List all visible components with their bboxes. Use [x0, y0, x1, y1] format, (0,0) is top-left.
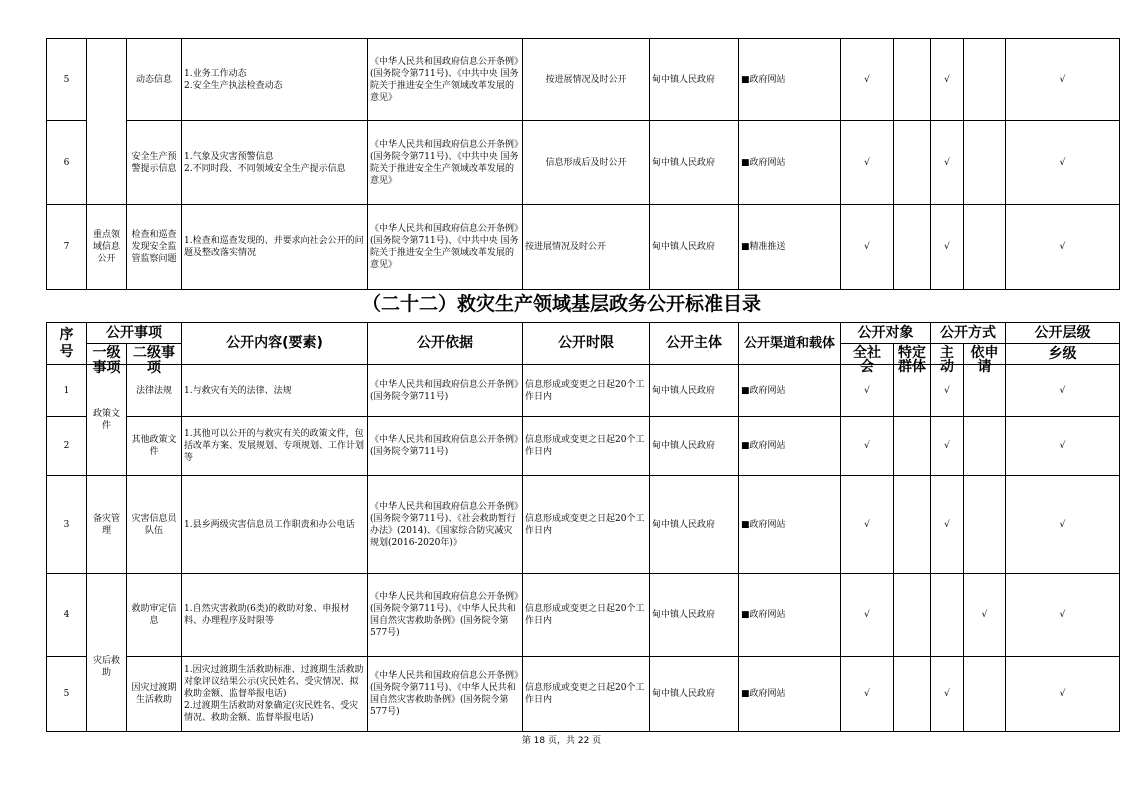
row-number: 5: [47, 657, 87, 732]
section-title: （二十二）救灾生产领域基层政务公开标准目录: [361, 293, 761, 315]
item-cell: 动态信息: [127, 39, 182, 121]
basis-cell: 《中华人民共和国政府信息公开条例》(国务院令第711号): [368, 365, 523, 417]
check-active: [931, 574, 964, 657]
row-number: 6: [47, 121, 87, 205]
check-public-specific: [894, 657, 931, 732]
item-cell: 救助审定信息: [127, 574, 182, 657]
table-row: [47, 205, 1120, 290]
check-active: √: [931, 476, 964, 574]
category-cell: 备灾管理: [87, 476, 127, 574]
previous-section-table: [46, 38, 1120, 290]
check-public-specific: [894, 121, 931, 205]
header-target: 公开对象: [841, 323, 931, 344]
check-level: √: [1006, 365, 1120, 417]
time-cell: 信息形成或变更之日起20个工作日内: [523, 657, 650, 732]
header-level-town: 乡级: [1006, 344, 1120, 365]
time-cell: 信息形成或变更之日起20个工作日内: [523, 417, 650, 476]
category-cell: 灾后救助: [87, 574, 127, 732]
header-level1: 一级事项: [87, 344, 127, 365]
check-active: √: [931, 417, 964, 476]
check-level: √: [1006, 657, 1120, 732]
time-cell: 信息形成或变更之日起20个工作日内: [523, 476, 650, 574]
table-row: [47, 657, 1120, 732]
check-public-specific: [894, 476, 931, 574]
check-level: √: [1006, 39, 1120, 121]
item-cell: 法律法规: [127, 365, 182, 417]
subject-cell: 甸中镇人民政府: [650, 205, 739, 290]
header-method-active: 主动: [931, 344, 964, 365]
channel-cell: ■政府网站: [739, 365, 841, 417]
time-cell: 信息形成后及时公开: [523, 121, 650, 205]
channel-cell: ■精准推送: [739, 205, 841, 290]
row-number: 7: [47, 205, 87, 290]
row-number: 4: [47, 574, 87, 657]
check-public-all: √: [841, 365, 894, 417]
check-on-request: [964, 121, 1006, 205]
table-row: [47, 39, 1120, 121]
content-cell: 1.县乡两级灾害信息员工作职责和办公电话: [182, 476, 368, 574]
header-no: 序号: [47, 323, 87, 365]
page-footer: 第 18 页，共 22 页: [521, 736, 602, 746]
check-active: √: [931, 39, 964, 121]
row-number: 1: [47, 365, 87, 417]
check-level: √: [1006, 574, 1120, 657]
item-cell: 安全生产预警提示信息: [127, 121, 182, 205]
check-level: √: [1006, 205, 1120, 290]
subject-cell: 甸中镇人民政府: [650, 121, 739, 205]
check-on-request: [964, 417, 1006, 476]
content-cell: 1.气象及灾害预警信息 2.不同时段、不同领域安全生产提示信息: [182, 121, 368, 205]
table-row: [47, 365, 1120, 417]
table-row: [47, 417, 1120, 476]
row-number: 3: [47, 476, 87, 574]
channel-cell: ■政府网站: [739, 417, 841, 476]
channel-cell: ■政府网站: [739, 476, 841, 574]
check-active: √: [931, 121, 964, 205]
header-method: 公开方式: [931, 323, 1006, 344]
check-public-specific: [894, 205, 931, 290]
check-on-request: [964, 476, 1006, 574]
basis-cell: 《中华人民共和国政府信息公开条例》(国务院令第711号)、《中共中央 国务院关于推进安全生产领域改革发展的意见》: [368, 205, 523, 290]
check-on-request: √: [964, 574, 1006, 657]
channel-cell: ■政府网站: [739, 39, 841, 121]
check-public-all: √: [841, 657, 894, 732]
header-items: 公开事项: [87, 323, 182, 344]
check-on-request: [964, 657, 1006, 732]
content-cell: 1.因灾过渡期生活救助标准、过渡期生活救助对象评议结果公示(灾民姓名、受灾情况、拟救助金额、监督举报电话) 2.过渡期生活救助对象确定(灾民姓名、受灾情况、救助金额、监督举报电话): [182, 657, 368, 732]
check-level: √: [1006, 417, 1120, 476]
subject-cell: 甸中镇人民政府: [650, 417, 739, 476]
check-active: √: [931, 657, 964, 732]
header-method-request: 依申请: [964, 344, 1006, 365]
check-public-all: √: [841, 205, 894, 290]
header-subject: 公开主体: [650, 323, 739, 365]
header-level: 公开层级: [1006, 323, 1120, 344]
basis-cell: 《中华人民共和国政府信息公开条例》(国务院令第711号)、《中共中央 国务院关于推进安全生产领域改革发展的意见》: [368, 39, 523, 121]
check-active: √: [931, 205, 964, 290]
header-target-all: 全社会: [841, 344, 894, 365]
check-level: √: [1006, 121, 1120, 205]
check-public-specific: [894, 574, 931, 657]
channel-cell: ■政府网站: [739, 121, 841, 205]
basis-cell: 《中华人民共和国政府信息公开条例》(国务院令第711号)、《中华人民共和国自然灾害救助条例》(国务院令第577号): [368, 574, 523, 657]
time-cell: 按进展情况及时公开: [523, 39, 650, 121]
check-active: √: [931, 365, 964, 417]
content-cell: 1.其他可以公开的与救灾有关的政策文件，包括改革方案、发展规划、专项规划、工作计划等: [182, 417, 368, 476]
check-level: √: [1006, 476, 1120, 574]
subject-cell: 甸中镇人民政府: [650, 365, 739, 417]
item-cell: 检查和巡查发现安全监管监察问题: [127, 205, 182, 290]
subject-cell: 甸中镇人民政府: [650, 476, 739, 574]
content-cell: 1.自然灾害救助(6类)的救助对象、申报材料、办理程序及时限等: [182, 574, 368, 657]
item-cell: 其他政策文件: [127, 417, 182, 476]
header-content: 公开内容(要素): [182, 323, 368, 365]
table-row: [47, 574, 1120, 657]
header-row: [47, 323, 1120, 344]
time-cell: 信息形成或变更之日起20个工作日内: [523, 574, 650, 657]
subject-cell: 甸中镇人民政府: [650, 657, 739, 732]
disaster-relief-table: [46, 322, 1120, 732]
row-number: 5: [47, 39, 87, 121]
basis-cell: 《中华人民共和国政府信息公开条例》(国务院令第711号)、《中华人民共和国自然灾害救助条例》(国务院令第577号): [368, 657, 523, 732]
basis-cell: 《中华人民共和国政府信息公开条例》(国务院令第711号)、《社会救助暂行办法》(2014)、《国家综合防灾减灾规划(2016-2020年)》: [368, 476, 523, 574]
header-channel: 公开渠道和载体: [739, 323, 841, 365]
time-cell: 按进展情况及时公开: [523, 205, 650, 290]
basis-cell: 《中华人民共和国政府信息公开条例》(国务院令第711号)、《中共中央 国务院关于推进安全生产领域改革发展的意见》: [368, 121, 523, 205]
header-target-specific: 特定群体: [894, 344, 931, 365]
check-public-all: √: [841, 417, 894, 476]
content-cell: 1.与救灾有关的法律、法规: [182, 365, 368, 417]
check-on-request: [964, 39, 1006, 121]
channel-cell: ■政府网站: [739, 657, 841, 732]
subject-cell: 甸中镇人民政府: [650, 574, 739, 657]
header-level2: 二级事项: [127, 344, 182, 365]
item-cell: 因灾过渡期生活救助: [127, 657, 182, 732]
check-public-specific: [894, 417, 931, 476]
check-public-all: √: [841, 476, 894, 574]
basis-cell: 《中华人民共和国政府信息公开条例》(国务院令第711号): [368, 417, 523, 476]
check-on-request: [964, 205, 1006, 290]
table-row: [47, 121, 1120, 205]
time-cell: 信息形成或变更之日起20个工作日内: [523, 365, 650, 417]
category-cell: [87, 39, 127, 205]
item-cell: 灾害信息员队伍: [127, 476, 182, 574]
check-public-specific: [894, 39, 931, 121]
content-cell: 1.检查和巡查发现的、并要求向社会公开的问题及整改落实情况: [182, 205, 368, 290]
channel-cell: ■政府网站: [739, 574, 841, 657]
check-public-all: √: [841, 574, 894, 657]
row-number: 2: [47, 417, 87, 476]
table-row: [47, 476, 1120, 574]
check-public-all: √: [841, 39, 894, 121]
category-cell: 重点领域信息公开: [87, 205, 127, 290]
content-cell: 1.业务工作动态 2.安全生产执法检查动态: [182, 39, 368, 121]
category-cell: 政策文件: [87, 365, 127, 476]
header-time: 公开时限: [523, 323, 650, 365]
check-public-all: √: [841, 121, 894, 205]
header-basis: 公开依据: [368, 323, 523, 365]
subject-cell: 甸中镇人民政府: [650, 39, 739, 121]
